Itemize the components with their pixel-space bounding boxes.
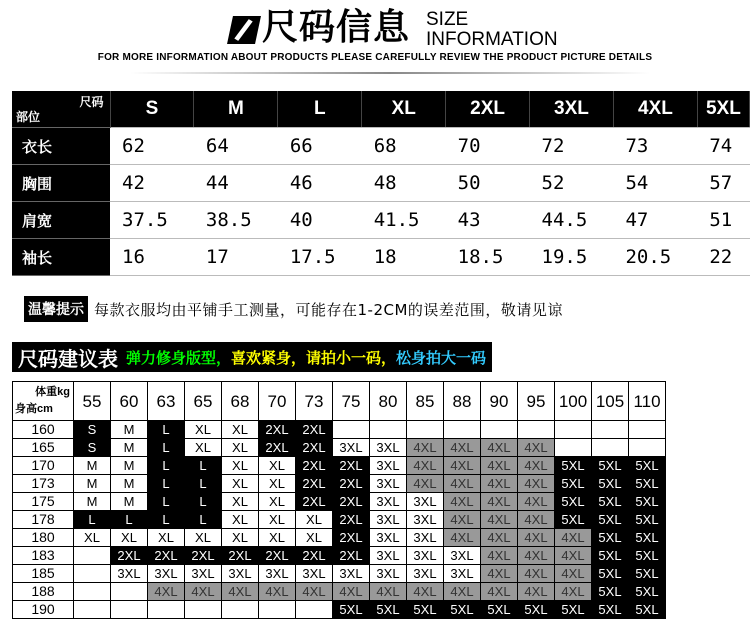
size-recommendation-cell: L	[185, 457, 222, 475]
size-recommendation-cell: 5XL	[555, 511, 592, 529]
size-recommendation-cell: 3XL	[333, 439, 370, 457]
size-recommendation-cell: 4XL	[518, 493, 555, 511]
size-recommendation-cell: XL	[222, 439, 259, 457]
weight-header: 85	[407, 382, 444, 421]
size-recommendation-cell: XL	[222, 421, 259, 439]
size-recommendation-cell: 4XL	[333, 583, 370, 601]
size-recommendation-cell: 3XL	[407, 493, 444, 511]
size-recommendation-cell	[74, 583, 111, 601]
size-recommendation-cell: 4XL	[481, 583, 518, 601]
size-recommendation-cell: XL	[296, 529, 333, 547]
size-recommendation-cell: 3XL	[296, 565, 333, 583]
size-recommendation-cell: 4XL	[444, 529, 481, 547]
size-recommendation-cell: 2XL	[296, 475, 333, 493]
size-recommendation-cell: 2XL	[296, 421, 333, 439]
size-recommendation-cell: 3XL	[407, 511, 444, 529]
weight-header: 65	[185, 382, 222, 421]
size-recommendation-cell: 4XL	[555, 547, 592, 565]
weight-header: 95	[518, 382, 555, 421]
size-cell: 40	[278, 202, 362, 239]
size-recommendation-cell: 4XL	[148, 583, 185, 601]
size-recommendation-cell: L	[148, 493, 185, 511]
size-recommendation-cell: 4XL	[407, 583, 444, 601]
height-row	[13, 439, 666, 457]
suggestion-text-1: 弹力修身版型，	[126, 348, 232, 367]
size-recommendation-cell: 5XL	[481, 601, 518, 619]
corner-part-label: 部位	[16, 110, 41, 124]
size-recommendation-cell: 2XL	[111, 547, 148, 565]
height-row	[13, 457, 666, 475]
size-recommendation-cell: 5XL	[629, 547, 666, 565]
size-recommendation-cell: 2XL	[259, 439, 296, 457]
size-header: 2XL	[446, 91, 530, 128]
size-header: 5XL	[697, 91, 749, 128]
height-cell: 190	[13, 601, 74, 619]
size-recommendation-cell: 3XL	[407, 547, 444, 565]
size-recommendation-cell: XL	[74, 529, 111, 547]
size-recommendation-cell: 4XL	[518, 457, 555, 475]
weight-header: 110	[629, 382, 666, 421]
height-cell: 175	[13, 493, 74, 511]
size-recommendation-cell: 4XL	[185, 583, 222, 601]
size-recommendation-cell: 5XL	[629, 511, 666, 529]
size-recommendation-cell	[148, 601, 185, 619]
size-recommendation-cell	[481, 421, 518, 439]
size-recommendation-cell: L	[148, 475, 185, 493]
size-recommendation-cell: 3XL	[111, 565, 148, 583]
size-recommendation-cell: 5XL	[629, 475, 666, 493]
size-recommendation-cell	[185, 601, 222, 619]
size-header-row	[12, 91, 750, 128]
size-cell: 44.5	[530, 202, 614, 239]
height-row	[13, 493, 666, 511]
size-recommendation-cell: M	[74, 457, 111, 475]
corner-cell	[12, 91, 110, 128]
size-recommendation-cell: 4XL	[444, 583, 481, 601]
tip-label: 温馨提示	[24, 296, 88, 322]
size-recommendation-cell: 5XL	[629, 565, 666, 583]
size-recommendation-cell: 5XL	[629, 601, 666, 619]
size-cell: 57	[697, 165, 749, 202]
size-recommendation-cell: 3XL	[370, 529, 407, 547]
size-recommendation-cell: 4XL	[407, 475, 444, 493]
size-recommendation-cell: 5XL	[592, 565, 629, 583]
size-recommendation-cell: XL	[259, 457, 296, 475]
size-recommendation-cell	[592, 439, 629, 457]
size-recommendation-cell: XL	[185, 421, 222, 439]
height-row	[13, 547, 666, 565]
height-cell: 165	[13, 439, 74, 457]
row-label: 胸围	[12, 165, 110, 202]
size-recommendation-cell: 5XL	[592, 511, 629, 529]
size-recommendation-cell	[296, 601, 333, 619]
size-recommendation-cell: L	[148, 439, 185, 457]
size-recommendation-cell: 4XL	[296, 583, 333, 601]
size-recommendation-cell: 3XL	[370, 565, 407, 583]
weight-header: 68	[222, 382, 259, 421]
size-recommendation-cell: L	[148, 511, 185, 529]
size-header: XL	[362, 91, 446, 128]
size-cell: 50	[446, 165, 530, 202]
size-recommendation-cell: 4XL	[444, 493, 481, 511]
size-recommendation-cell	[74, 547, 111, 565]
size-recommendation-cell	[629, 439, 666, 457]
divider	[130, 72, 650, 74]
size-recommendation-cell: 4XL	[481, 457, 518, 475]
size-recommendation-cell: M	[111, 493, 148, 511]
size-recommendation-cell: XL	[296, 511, 333, 529]
size-cell: 37.5	[110, 202, 194, 239]
height-row	[13, 511, 666, 529]
size-recommendation-cell: 5XL	[592, 601, 629, 619]
size-recommendation-cell	[518, 421, 555, 439]
size-recommendation-cell: 4XL	[444, 457, 481, 475]
size-recommendation-cell: 2XL	[296, 439, 333, 457]
size-recommendation-cell: 3XL	[370, 475, 407, 493]
size-recommendation-cell: 2XL	[222, 547, 259, 565]
corner-cell	[13, 382, 74, 421]
size-recommendation-cell: 4XL	[518, 583, 555, 601]
size-header: M	[194, 91, 278, 128]
size-recommendation-cell: 4XL	[555, 565, 592, 583]
size-recommendation-cell: 5XL	[407, 601, 444, 619]
weight-header: 73	[296, 382, 333, 421]
size-recommendation-cell: L	[111, 511, 148, 529]
height-label: 身高cm	[15, 403, 53, 415]
size-recommendation-cell: 5XL	[592, 547, 629, 565]
size-recommendation-cell: 2XL	[259, 547, 296, 565]
size-recommendation-cell: 3XL	[333, 565, 370, 583]
corner-box	[13, 382, 73, 420]
size-recommendation-cell	[555, 421, 592, 439]
size-recommendation-cell: XL	[259, 529, 296, 547]
height-row	[13, 475, 666, 493]
size-recommendation-cell: 5XL	[333, 601, 370, 619]
size-recommendation-cell: 4XL	[444, 475, 481, 493]
size-recommendation-cell: 5XL	[629, 529, 666, 547]
weight-header: 60	[111, 382, 148, 421]
size-recommendation-cell: 5XL	[444, 601, 481, 619]
size-recommendation-cell: M	[74, 493, 111, 511]
height-cell: 170	[13, 457, 74, 475]
size-recommendation-cell	[259, 601, 296, 619]
size-recommendation-cell: 4XL	[481, 511, 518, 529]
size-recommendation-cell: 4XL	[518, 547, 555, 565]
size-recommendation-cell: 5XL	[555, 601, 592, 619]
size-recommendation-cell	[111, 601, 148, 619]
size-recommendation-cell: XL	[111, 529, 148, 547]
size-recommendation-cell: 2XL	[259, 421, 296, 439]
size-recommendation-cell: 4XL	[518, 475, 555, 493]
size-recommendation-cell: 3XL	[148, 565, 185, 583]
size-recommendation-cell: 2XL	[333, 457, 370, 475]
size-header: 3XL	[530, 91, 614, 128]
size-cell: 64	[194, 128, 278, 165]
size-cell: 54	[613, 165, 697, 202]
size-cell: 17.5	[278, 239, 362, 276]
size-recommendation-cell: 5XL	[555, 457, 592, 475]
size-recommendation-cell: 2XL	[333, 475, 370, 493]
size-row	[12, 128, 750, 165]
size-recommendation-cell: 2XL	[333, 547, 370, 565]
size-recommendation-cell: 4XL	[407, 439, 444, 457]
recommendation-table	[12, 381, 666, 619]
size-recommendation-cell: 4XL	[518, 511, 555, 529]
size-header: 4XL	[613, 91, 697, 128]
size-recommendation-cell: 3XL	[370, 439, 407, 457]
size-cell: 52	[530, 165, 614, 202]
size-recommendation-cell: 4XL	[370, 583, 407, 601]
size-recommendation-cell: 5XL	[555, 475, 592, 493]
size-recommendation-cell	[629, 421, 666, 439]
suggestion-banner	[12, 342, 492, 372]
weight-label: 体重kg	[35, 386, 70, 398]
size-cell: 41.5	[362, 202, 446, 239]
size-header: S	[110, 91, 194, 128]
size-recommendation-cell: 4XL	[555, 583, 592, 601]
size-cell: 62	[110, 128, 194, 165]
size-cell: 47	[613, 202, 697, 239]
size-recommendation-cell: 3XL	[444, 565, 481, 583]
size-cell: 18.5	[446, 239, 530, 276]
size-header: L	[278, 91, 362, 128]
size-recommendation-cell	[74, 565, 111, 583]
size-cell: 66	[278, 128, 362, 165]
height-row	[13, 529, 666, 547]
size-cell: 44	[194, 165, 278, 202]
size-cell: 18	[362, 239, 446, 276]
size-cell: 48	[362, 165, 446, 202]
size-recommendation-cell: 4XL	[481, 547, 518, 565]
suggestion-text-3: 松身拍大一码	[396, 348, 487, 367]
size-cell: 16	[110, 239, 194, 276]
size-recommendation-cell: XL	[222, 529, 259, 547]
tip-text: 每款衣服均由平铺手工测量，可能存在1-2CM的误差范围，敬请见谅	[94, 300, 563, 319]
size-recommendation-cell: 4XL	[518, 439, 555, 457]
size-recommendation-cell: 5XL	[629, 457, 666, 475]
weight-header: 70	[259, 382, 296, 421]
size-recommendation-cell: XL	[222, 457, 259, 475]
size-recommendation-cell: S	[74, 439, 111, 457]
size-recommendation-cell: 2XL	[333, 511, 370, 529]
row-label: 肩宽	[12, 202, 110, 239]
size-recommendation-cell: M	[111, 475, 148, 493]
size-recommendation-cell: L	[185, 475, 222, 493]
suggestion-title: 尺码建议表	[18, 346, 118, 371]
size-recommendation-cell: 4XL	[407, 457, 444, 475]
size-recommendation-cell: 4XL	[222, 583, 259, 601]
size-recommendation-cell	[407, 421, 444, 439]
weight-header: 55	[74, 382, 111, 421]
size-recommendation-cell: 5XL	[629, 493, 666, 511]
size-recommendation-cell	[555, 439, 592, 457]
size-recommendation-cell: 3XL	[444, 547, 481, 565]
height-row	[13, 421, 666, 439]
size-recommendation-cell: 2XL	[296, 493, 333, 511]
size-recommendation-cell: 4XL	[481, 439, 518, 457]
size-cell: 38.5	[194, 202, 278, 239]
size-recommendation-cell: XL	[259, 511, 296, 529]
size-recommendation-cell: 3XL	[370, 511, 407, 529]
size-recommendation-cell: L	[74, 511, 111, 529]
weight-header: 80	[370, 382, 407, 421]
size-recommendation-cell: 2XL	[148, 547, 185, 565]
size-recommendation-cell: 4XL	[518, 529, 555, 547]
size-recommendation-cell: 4XL	[555, 529, 592, 547]
size-recommendation-cell: 2XL	[185, 547, 222, 565]
height-row	[13, 601, 666, 619]
size-recommendation-cell: 5XL	[592, 475, 629, 493]
suggestion-text-2: 喜欢紧身，请拍小一码，	[231, 348, 397, 367]
size-recommendation-cell	[370, 421, 407, 439]
size-row	[12, 165, 750, 202]
size-recommendation-cell: 5XL	[518, 601, 555, 619]
height-cell: 185	[13, 565, 74, 583]
size-recommendation-cell	[111, 583, 148, 601]
size-recommendation-cell: 3XL	[370, 493, 407, 511]
size-recommendation-cell: L	[185, 511, 222, 529]
tip-bar	[24, 296, 563, 322]
height-cell: 160	[13, 421, 74, 439]
size-cell: 19.5	[530, 239, 614, 276]
size-recommendation-cell: XL	[148, 529, 185, 547]
size-recommendation-cell	[222, 601, 259, 619]
weight-header-row	[13, 382, 666, 421]
height-cell: 173	[13, 475, 74, 493]
height-row	[13, 565, 666, 583]
size-recommendation-cell: 3XL	[407, 565, 444, 583]
size-cell: 20.5	[613, 239, 697, 276]
size-recommendation-cell: 3XL	[370, 457, 407, 475]
ruler-logo-icon	[227, 16, 261, 44]
size-recommendation-cell: 5XL	[592, 583, 629, 601]
weight-header: 100	[555, 382, 592, 421]
weight-header: 63	[148, 382, 185, 421]
corner-box	[12, 91, 110, 127]
size-recommendation-cell: M	[74, 475, 111, 493]
size-recommendation-cell: XL	[222, 511, 259, 529]
height-row	[13, 583, 666, 601]
size-cell: 73	[613, 128, 697, 165]
size-recommendation-cell: 5XL	[370, 601, 407, 619]
weight-header: 75	[333, 382, 370, 421]
size-row	[12, 239, 750, 276]
size-recommendation-cell: 4XL	[481, 493, 518, 511]
title-en: SIZE INFORMATION	[426, 9, 558, 50]
size-table	[12, 91, 750, 276]
size-cell: 43	[446, 202, 530, 239]
size-recommendation-cell: XL	[185, 529, 222, 547]
size-cell: 70	[446, 128, 530, 165]
size-recommendation-cell: 4XL	[259, 583, 296, 601]
size-recommendation-cell: XL	[185, 439, 222, 457]
size-recommendation-cell: 4XL	[444, 439, 481, 457]
size-cell: 17	[194, 239, 278, 276]
height-cell: 188	[13, 583, 74, 601]
size-recommendation-cell: 2XL	[296, 547, 333, 565]
size-recommendation-cell: 5XL	[592, 457, 629, 475]
height-cell: 183	[13, 547, 74, 565]
size-recommendation-cell: 2XL	[333, 529, 370, 547]
size-recommendation-cell: 4XL	[481, 475, 518, 493]
size-cell: 74	[697, 128, 749, 165]
size-recommendation-cell: 4XL	[444, 511, 481, 529]
row-label: 衣长	[12, 128, 110, 165]
size-recommendation-cell: 3XL	[407, 529, 444, 547]
weight-header: 88	[444, 382, 481, 421]
size-recommendation-cell: 3XL	[259, 565, 296, 583]
size-cell: 42	[110, 165, 194, 202]
size-recommendation-cell: L	[185, 493, 222, 511]
size-recommendation-cell: 5XL	[592, 493, 629, 511]
size-recommendation-cell: 4XL	[518, 565, 555, 583]
header	[0, 0, 750, 80]
size-recommendation-cell	[592, 421, 629, 439]
corner-size-label: 尺码	[79, 95, 104, 109]
size-recommendation-cell: 2XL	[296, 457, 333, 475]
weight-header: 105	[592, 382, 629, 421]
size-recommendation-cell: M	[111, 421, 148, 439]
size-recommendation-cell: 5XL	[629, 583, 666, 601]
size-recommendation-cell: 4XL	[481, 529, 518, 547]
size-recommendation-cell: L	[148, 421, 185, 439]
size-recommendation-cell: XL	[259, 475, 296, 493]
size-recommendation-cell: 3XL	[370, 547, 407, 565]
size-recommendation-cell: XL	[222, 493, 259, 511]
size-recommendation-cell: M	[111, 457, 148, 475]
size-recommendation-cell: 3XL	[222, 565, 259, 583]
size-recommendation-cell: L	[148, 457, 185, 475]
size-recommendation-cell	[444, 421, 481, 439]
size-cell: 68	[362, 128, 446, 165]
size-row	[12, 202, 750, 239]
height-cell: 178	[13, 511, 74, 529]
height-cell: 180	[13, 529, 74, 547]
size-recommendation-cell: XL	[259, 493, 296, 511]
row-label: 袖长	[12, 239, 110, 276]
size-recommendation-cell: 5XL	[555, 493, 592, 511]
weight-header: 90	[481, 382, 518, 421]
size-recommendation-cell: XL	[222, 475, 259, 493]
size-cell: 72	[530, 128, 614, 165]
size-recommendation-cell: 4XL	[481, 565, 518, 583]
size-recommendation-cell	[333, 421, 370, 439]
page-title: 尺码信息	[262, 7, 411, 48]
size-recommendation-cell: 5XL	[592, 529, 629, 547]
subtitle: FOR MORE INFORMATION ABOUT PRODUCTS PLEASE CAREFULLY REVIEW THE PRODUCT PICTURE DETAILS	[97, 52, 653, 63]
size-recommendation-cell: M	[111, 439, 148, 457]
size-cell: 51	[697, 202, 749, 239]
size-cell: 46	[278, 165, 362, 202]
size-cell: 22	[697, 239, 749, 276]
size-recommendation-cell	[74, 601, 111, 619]
size-recommendation-cell: 3XL	[185, 565, 222, 583]
size-recommendation-cell: 2XL	[333, 493, 370, 511]
size-recommendation-cell: S	[74, 421, 111, 439]
